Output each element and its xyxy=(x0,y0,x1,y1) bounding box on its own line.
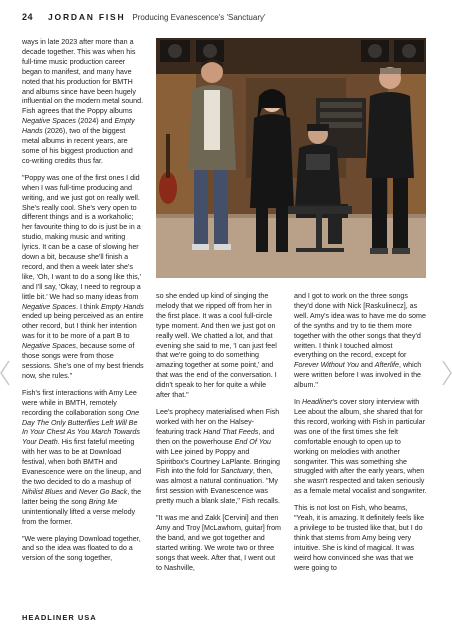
text-run: and xyxy=(358,361,375,370)
paragraph xyxy=(294,504,427,573)
text-run: "We were playing Download together, and so the idea was floated to do a version of the song together, xyxy=(22,534,141,563)
page-number: 24 xyxy=(22,12,34,22)
text-run: 's cover story interview with Lee about the album, she shared that for this record, working with Fish in particular was one of the first times she felt comfortable enough to open up to working on melodies with another songwriter. This was something she struggled with after the early years, when she wasn't respected and taken seriously as a female metal vocalist and songwriter. xyxy=(294,398,427,496)
text-run: In xyxy=(294,398,302,407)
text-run: and I got to work on the three songs they'd done with Nick [Raskulinecz], as well. Amy's idea was to have me do some of the synths and try to tie them more together with the other songs that they'd written. I think I touched almost everything on the record, except for xyxy=(294,292,426,360)
paragraph xyxy=(156,292,281,401)
text-run: , the latter being the song xyxy=(22,487,142,506)
page-header xyxy=(22,12,266,26)
italic-title: Hand That Feeds xyxy=(203,427,259,436)
italic-title: Negative Spaces xyxy=(22,302,76,311)
text-run: . I think xyxy=(75,302,101,311)
prev-page-button[interactable] xyxy=(0,360,10,386)
italic-title: Sanctuary xyxy=(220,467,253,476)
text-run: This is not lost on Fish, who beams, "Yeah, it is amazing. It definitely feels like a privilege to be trusted like that, but I do think that stems from Amy being very intuitive. She is kind of magical. It was weird how convinced she was that we were going to xyxy=(294,504,425,572)
italic-title: Bring Me xyxy=(88,497,118,506)
text-run: (2026), two of the biggest metal albums in recent years, are some of his biggest production and co-writing credits thus far. xyxy=(22,127,133,165)
next-page-button[interactable] xyxy=(442,360,452,386)
text-run: , because some of those songs were from those sessions. She's one of my best friends now, she rules." xyxy=(22,342,144,380)
paragraph xyxy=(22,38,144,167)
italic-title: Empty Hands xyxy=(22,117,135,136)
italic-title: End Of You xyxy=(234,437,272,446)
italic-title: Negative Spaces xyxy=(22,117,76,126)
text-run: "Poppy was one of the first ones I did when I was full-time producing and writing, and we just got on really well. She's really cool. She's very open to different things and is a workaholic; her favourite thing to do is just be in a studio, making music and writing lyrics. It can be a case of slowing her down a bit, because she'll finish a record, and then a week later she's like, 'Oh, I want to do a song like this,' and I'll say, 'Okay, I need to regroup a little bit.' We had so many ideas from xyxy=(22,173,142,301)
author-name: JORDAN FISH xyxy=(48,12,126,22)
text-run: , then, was almost a natural continuation. "My first session with Evanescence was pretty much a blank slate," Fish recalls. xyxy=(156,467,280,506)
text-run: and xyxy=(62,487,79,496)
text-run: "It was me and Zakk [Cervini] and then Amy and Troy [McLawhorn, guitar] from the band, and we got together and started writing. We wrote two or three songs that week. After that, I went out to Nashville, xyxy=(156,514,282,572)
paragraph xyxy=(156,514,281,573)
paragraph xyxy=(22,174,144,382)
publication-footer: HEADLINER USA xyxy=(22,613,97,622)
text-column-3 xyxy=(294,292,427,580)
italic-title: Headliner xyxy=(301,398,333,407)
paragraph xyxy=(22,389,144,528)
text-column-1 xyxy=(22,38,144,571)
text-run: Fish's first interactions with Amy Lee were while in BMTH, remotely recording the collaboration song xyxy=(22,388,137,417)
text-run: so she ended up kind of singing the melody that we ripped off from her in the first place. It was a cool full-circle type moment. And then we just got on really well. We chatted a lot, and that evening she said to me, 'I can just feel that we're going to do something amazing together at some point,' and that was the end of the conversation. I didn't speak to her for quite a while after that." xyxy=(156,292,277,400)
text-run: . His first fateful meeting with her was to be at Download festival, when both BMTH and Evanescence were on the lineup, and the two decided to do a mashup of xyxy=(22,438,142,486)
text-column-2 xyxy=(156,292,281,580)
text-run: , and then on the powerhouse xyxy=(156,427,275,446)
studio-photo xyxy=(156,38,426,278)
italic-title: Empty Hands xyxy=(101,302,144,311)
paragraph xyxy=(294,292,427,391)
italic-title: One Day The Only Butterflies Left Will Be In Your Chest As You March Towards Your Death xyxy=(22,408,140,447)
text-run: with Lee joined by Poppy and Spiritbox's Courtney LaPlante. Bringing Fish into the fold for xyxy=(156,447,281,476)
chevron-right-icon xyxy=(442,360,452,386)
italic-title: Afterlife xyxy=(374,361,400,370)
article-title: Producing Evanescence's 'Sanctuary' xyxy=(132,13,266,22)
chevron-left-icon xyxy=(0,360,10,386)
italic-title: Negative Spaces xyxy=(22,342,76,351)
text-run: ended up being perceived as an entire other record, but I think her intention was for it to be more of a part B to xyxy=(22,312,144,341)
italic-title: Nihilist Blues xyxy=(22,487,63,496)
text-run: ways in late 2023 after more than a decade together. This was when his full-time music production career began to manifest, and many have noted that his production for BMTH and albums since have been hugely influential on the modern metal sound. Fish agrees that the Poppy albums xyxy=(22,38,144,116)
text-run: , which were written before I was involved in the album." xyxy=(294,361,422,390)
italic-title: Never Go Back xyxy=(78,487,128,496)
paragraph xyxy=(156,408,281,507)
italic-title: Forever Without You xyxy=(294,361,359,370)
paragraph xyxy=(22,535,144,565)
text-run: Lee's prophecy materialised when Fish worked with her on the Halsey-featuring track xyxy=(156,407,280,436)
text-run: unintentionally lifted a verse melody from the former. xyxy=(22,507,136,526)
paragraph xyxy=(294,398,427,497)
text-run: (2024) and xyxy=(75,117,115,126)
